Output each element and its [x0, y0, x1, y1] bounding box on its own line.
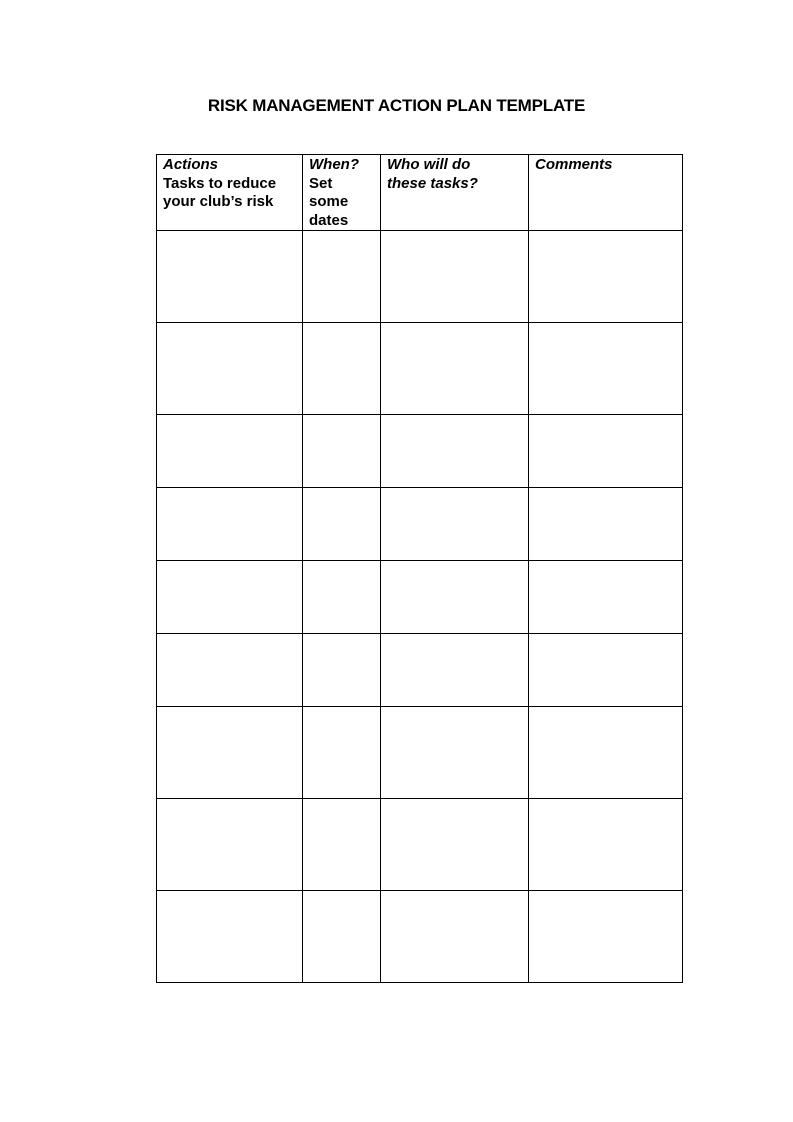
table-row [157, 488, 683, 561]
table-row [157, 323, 683, 415]
table-row [157, 231, 683, 323]
cell-comments[interactable] [529, 891, 683, 983]
cell-who[interactable] [381, 231, 529, 323]
cell-who[interactable] [381, 707, 529, 799]
table-header-row [157, 155, 683, 231]
cell-actions[interactable] [157, 231, 303, 323]
column-subheading-when-line-2: some [309, 193, 349, 210]
cell-when[interactable] [303, 323, 381, 415]
cell-actions[interactable] [157, 799, 303, 891]
cell-when[interactable] [303, 561, 381, 634]
cell-who[interactable] [381, 561, 529, 634]
cell-comments[interactable] [529, 415, 683, 488]
column-subheading-when-line-1: Set [309, 174, 333, 192]
cell-when[interactable] [303, 231, 381, 323]
cell-actions[interactable] [157, 634, 303, 707]
column-heading-comments: Comments [535, 156, 613, 173]
table-row [157, 634, 683, 707]
cell-actions[interactable] [157, 891, 303, 983]
cell-when[interactable] [303, 891, 381, 983]
table-row [157, 799, 683, 891]
cell-who[interactable] [381, 323, 529, 415]
column-header-who [381, 155, 529, 231]
column-heading-who-line-2: these tasks? [387, 174, 478, 192]
cell-actions[interactable] [157, 488, 303, 561]
cell-when[interactable] [303, 707, 381, 799]
cell-who[interactable] [381, 415, 529, 488]
cell-comments[interactable] [529, 634, 683, 707]
cell-actions[interactable] [157, 561, 303, 634]
column-subheading-when-line-3: dates [309, 211, 349, 229]
column-heading-who-line-1: Who will do [387, 156, 471, 173]
table-row [157, 891, 683, 983]
cell-comments[interactable] [529, 707, 683, 799]
table-row [157, 707, 683, 799]
cell-comments[interactable] [529, 323, 683, 415]
column-heading-when: When? [309, 156, 359, 173]
action-plan-table [156, 154, 683, 983]
cell-who[interactable] [381, 891, 529, 983]
cell-comments[interactable] [529, 231, 683, 323]
column-heading-actions: Actions [163, 156, 219, 173]
table-row [157, 415, 683, 488]
cell-who[interactable] [381, 488, 529, 561]
cell-actions[interactable] [157, 323, 303, 415]
column-header-actions [157, 155, 303, 231]
cell-actions[interactable] [157, 415, 303, 488]
cell-comments[interactable] [529, 561, 683, 634]
cell-who[interactable] [381, 634, 529, 707]
column-header-when [303, 155, 381, 231]
cell-comments[interactable] [529, 799, 683, 891]
table-row [157, 561, 683, 634]
column-subheading-actions-line-2: your club’s risk [163, 193, 274, 210]
column-subheading-actions-line-1: Tasks to reduce [163, 174, 277, 192]
cell-when[interactable] [303, 415, 381, 488]
page-title: RISK MANAGEMENT ACTION PLAN TEMPLATE [207, 96, 586, 115]
column-header-comments [529, 155, 683, 231]
cell-when[interactable] [303, 799, 381, 891]
cell-actions[interactable] [157, 707, 303, 799]
cell-who[interactable] [381, 799, 529, 891]
cell-when[interactable] [303, 634, 381, 707]
cell-comments[interactable] [529, 488, 683, 561]
cell-when[interactable] [303, 488, 381, 561]
